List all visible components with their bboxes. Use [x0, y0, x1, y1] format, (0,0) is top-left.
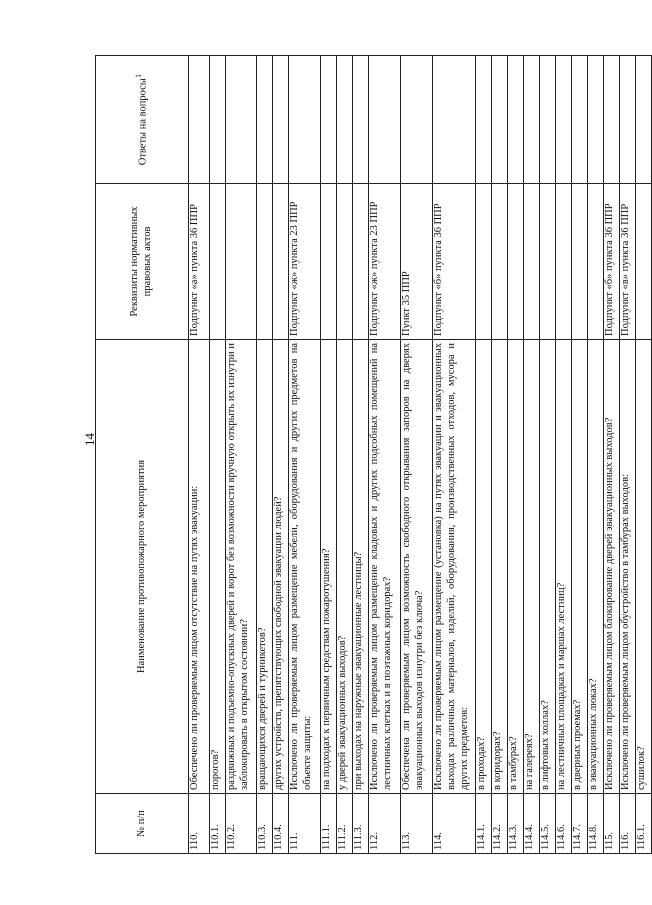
row-answer-cell[interactable]	[604, 56, 620, 184]
row-legal-reference: Подпункт «б» пункта 36 ППР	[604, 184, 620, 340]
row-answer-cell[interactable]	[401, 56, 433, 184]
row-measure-name: при выходах на наружные эвакуационные лестницы?	[353, 340, 369, 794]
table-row	[369, 56, 401, 854]
row-legal-reference: Пункт 35 ППР	[401, 184, 433, 340]
row-legal-reference	[588, 184, 604, 340]
table-row	[540, 56, 556, 854]
row-measure-name: у дверей эвакуационных выходов?	[337, 340, 353, 794]
row-answer-cell[interactable]	[620, 56, 636, 184]
row-answer-cell[interactable]	[337, 56, 353, 184]
header-answers-label: Ответы на вопросы	[137, 78, 149, 166]
table-row	[636, 56, 652, 854]
row-measure-name: Исключено ли проверяемым лицом размещение (установка) на путях эвакуации и эвакуационных выходах различных материалов, изделий, оборудования, производственных отходов, мусора и других предметов:	[433, 340, 476, 794]
table-row	[604, 56, 620, 854]
row-answer-cell[interactable]	[540, 56, 556, 184]
table-row	[620, 56, 636, 854]
table-row	[210, 56, 226, 854]
row-answer-cell[interactable]	[492, 56, 508, 184]
row-legal-reference: Подпункт «ж» пункта 23 ППР	[369, 184, 401, 340]
row-measure-name: на лестничных площадках и маршах лестниц?	[556, 340, 572, 794]
row-number: 116.1.	[636, 794, 652, 854]
row-number: 113.	[401, 794, 433, 854]
table-row	[433, 56, 476, 854]
row-legal-reference	[524, 184, 540, 340]
row-legal-reference: Подпункт «б» пункта 36 ППР	[433, 184, 476, 340]
document-table-wrapper	[95, 56, 647, 854]
table-row	[508, 56, 524, 854]
fire-safety-checklist-table	[95, 55, 652, 854]
row-number: 110.4.	[273, 794, 289, 854]
row-measure-name: в дверных проемах?	[572, 340, 588, 794]
row-number: 110.3.	[257, 794, 273, 854]
row-legal-reference	[476, 184, 492, 340]
row-measure-name: на подходах к первичным средствам пожаротушения?	[321, 340, 337, 794]
row-measure-name: Исключено ли проверяемым лицом размещение кладовых и других подсобных помещений на лестничных клетках и в поэтажных коридорах?	[369, 340, 401, 794]
header-num: № п/п	[96, 794, 189, 854]
row-legal-reference	[226, 184, 257, 340]
row-answer-cell[interactable]	[257, 56, 273, 184]
row-number: 114.	[433, 794, 476, 854]
row-number: 115.	[604, 794, 620, 854]
row-measure-name: на галереях?	[524, 340, 540, 794]
row-measure-name: других устройств, препятствующих свободной эвакуации людей?	[273, 340, 289, 794]
table-row	[556, 56, 572, 854]
row-measure-name: в тамбурах?	[508, 340, 524, 794]
header-reqs: Реквизиты нормативных правовых актов	[96, 184, 189, 340]
row-measure-name: в коридорах?	[492, 340, 508, 794]
row-measure-name: Исключено ли проверяемым лицом блокирование дверей эвакуационных выходов?	[604, 340, 620, 794]
row-measure-name: Исключено ли проверяемым лицом обустройство в тамбурах выходов:	[620, 340, 636, 794]
table-row	[353, 56, 369, 854]
row-legal-reference	[257, 184, 273, 340]
row-measure-name: Обеспечено ли проверяемым лицом отсутствие на путях эвакуации:	[189, 340, 210, 794]
row-answer-cell[interactable]	[508, 56, 524, 184]
row-number: 114.6.	[556, 794, 572, 854]
row-measure-name: Обеспечена ли проверяемым лицом возможность свободного открывания запоров на дверях эвакуационных выходов изнутри без ключа?	[401, 340, 433, 794]
row-measure-name: в проходах?	[476, 340, 492, 794]
row-answer-cell[interactable]	[476, 56, 492, 184]
row-number: 114.4.	[524, 794, 540, 854]
row-number: 114.1.	[476, 794, 492, 854]
row-answer-cell[interactable]	[353, 56, 369, 184]
row-answer-cell[interactable]	[572, 56, 588, 184]
header-answers	[96, 56, 189, 184]
row-legal-reference: Подпункт «а» пункта 36 ППР	[189, 184, 210, 340]
row-number: 114.2.	[492, 794, 508, 854]
row-number: 112.	[369, 794, 401, 854]
row-number: 111.	[289, 794, 321, 854]
table-row	[189, 56, 210, 854]
row-answer-cell[interactable]	[556, 56, 572, 184]
row-legal-reference	[321, 184, 337, 340]
row-measure-name: в лифтовых холлах?	[540, 340, 556, 794]
row-legal-reference	[540, 184, 556, 340]
row-number: 114.3.	[508, 794, 524, 854]
row-number: 116.	[620, 794, 636, 854]
row-measure-name: Исключено ли проверяемым лицом размещение мебели, оборудования и других предметов на объекте защиты:	[289, 340, 321, 794]
header-row	[96, 56, 189, 854]
row-number: 111.1.	[321, 794, 337, 854]
row-number: 111.2.	[337, 794, 353, 854]
row-answer-cell[interactable]	[210, 56, 226, 184]
row-answer-cell[interactable]	[289, 56, 321, 184]
table-row	[588, 56, 604, 854]
row-measure-name: раздвижных и подъемно-опускных дверей и ворот без возможности вручную открыть их изнутри и заблокировать в открытом состоянии?	[226, 340, 257, 794]
row-legal-reference: Подпункт «в» пункта 36 ППР	[620, 184, 636, 340]
row-number: 110.	[189, 794, 210, 854]
row-legal-reference	[492, 184, 508, 340]
table-row	[257, 56, 273, 854]
row-answer-cell[interactable]	[636, 56, 652, 184]
row-answer-cell[interactable]	[226, 56, 257, 184]
row-number: 114.5.	[540, 794, 556, 854]
row-legal-reference	[636, 184, 652, 340]
row-legal-reference	[210, 184, 226, 340]
table-row	[524, 56, 540, 854]
table-row	[401, 56, 433, 854]
table-row	[476, 56, 492, 854]
table-row	[492, 56, 508, 854]
row-legal-reference	[556, 184, 572, 340]
row-answer-cell[interactable]	[369, 56, 401, 184]
row-legal-reference	[572, 184, 588, 340]
row-measure-name: порогов?	[210, 340, 226, 794]
row-answer-cell[interactable]	[433, 56, 476, 184]
table-row	[226, 56, 257, 854]
row-legal-reference	[337, 184, 353, 340]
row-measure-name: в эвакуационных люках?	[588, 340, 604, 794]
row-number: 111.3.	[353, 794, 369, 854]
footnote-mark: 1	[133, 73, 144, 79]
row-legal-reference	[508, 184, 524, 340]
header-name: Наименование противопожарного мероприятия	[96, 340, 189, 794]
row-answer-cell[interactable]	[524, 56, 540, 184]
row-answer-cell[interactable]	[189, 56, 210, 184]
row-legal-reference: Подпункт «ж» пункта 23 ППР	[289, 184, 321, 340]
row-answer-cell[interactable]	[321, 56, 337, 184]
row-measure-name: сушилок?	[636, 340, 652, 794]
row-answer-cell[interactable]	[588, 56, 604, 184]
row-legal-reference	[353, 184, 369, 340]
row-number: 114.7.	[572, 794, 588, 854]
row-number: 110.1.	[210, 794, 226, 854]
table-row	[337, 56, 353, 854]
row-answer-cell[interactable]	[273, 56, 289, 184]
row-legal-reference	[273, 184, 289, 340]
table-row	[572, 56, 588, 854]
row-number: 110.2.	[226, 794, 257, 854]
row-measure-name: вращающихся дверей и турникетов?	[257, 340, 273, 794]
row-number: 114.8.	[588, 794, 604, 854]
page-number: 14	[82, 433, 97, 446]
table-row	[289, 56, 321, 854]
table-row	[321, 56, 337, 854]
table-row	[273, 56, 289, 854]
table-body	[189, 56, 652, 854]
